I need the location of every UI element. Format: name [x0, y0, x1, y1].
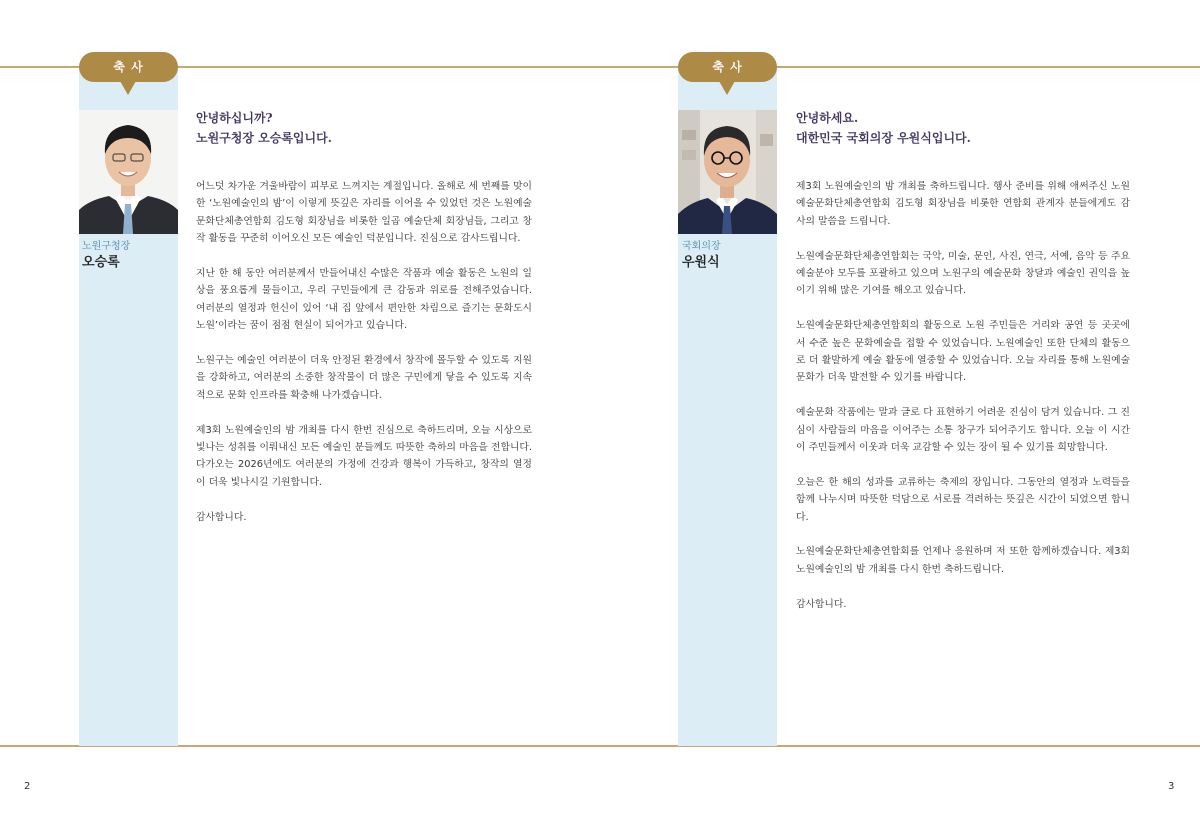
left-page-number: 2	[24, 781, 31, 792]
right-paragraph: 노원예술문화단체총연합회는 국악, 미술, 문인, 사진, 연극, 서예, 음악 등 주요 예술분야 모두를 포괄하고 있으며 노원구의 예술문화 창달과 예술인 권익을 높이기 위해 많은 기여를 해오고 있습니다.	[796, 250, 1130, 297]
right-portrait-photo	[678, 110, 777, 234]
right-paragraph: 노원예술문화단체총연합회의 활동으로 노원 주민들은 거리와 공연 등 곳곳에서 수준 높은 문화예술을 접할 수 있었습니다. 노원예술인 또한 단체의 활동으로 더 활발하게 예술 활동에 열중할 수 있었습니다. 오늘 자리를 통해 노원예술문화가 더욱 발전할 수 있기를 바랍니다.	[796, 320, 1130, 384]
left-paragraph: 감사합니다.	[196, 511, 247, 523]
right-greeting-line: 대한민국 국회의장 우원식입니다.	[796, 131, 971, 145]
left-body-text	[196, 178, 532, 543]
right-section-tab: 축 사	[678, 52, 777, 82]
bottom-rule-line	[0, 745, 1200, 747]
right-speaker-name: 우원식	[682, 255, 720, 270]
left-section-tab: 축 사	[79, 52, 178, 82]
right-body-text	[796, 178, 1130, 630]
right-greeting-line: 안녕하세요.	[796, 111, 859, 125]
left-paragraph: 노원구는 예술인 여러분이 더욱 안정된 환경에서 창작에 몰두할 수 있도록 지원을 강화하고, 여러분의 소중한 창작물이 더 많은 구민에게 닿을 수 있도록 지속적으로 문화 인프라를 확충해 나가겠습니다.	[196, 355, 532, 401]
left-greeting-line: 노원구청장 오승록입니다.	[196, 131, 332, 145]
left-speaker-name: 오승록	[82, 255, 120, 270]
left-greeting-line: 안녕하십니까?	[196, 111, 273, 125]
right-speaker-role: 국회의장	[682, 241, 721, 252]
right-paragraph: 노원예술문화단체총연합회를 언제나 응원하며 저 또한 함께하겠습니다. 제3회 노원예술인의 밤 개최를 다시 한번 축하드립니다.	[796, 546, 1130, 575]
top-rule-line	[0, 66, 1200, 68]
right-page-number: 3	[1168, 781, 1175, 792]
right-paragraph: 오늘은 한 해의 성과를 교류하는 축제의 장입니다. 그동안의 열정과 노력들을 함께 나누시며 따뜻한 덕담으로 서로를 격려하는 뜻깊은 시간이 되었으면 합니다.	[796, 476, 1130, 523]
left-paragraph: 어느덧 차가운 겨울바람이 피부로 느껴지는 계절입니다. 올해로 세 번째를 맞이한 ‘노원예술인의 밤’이 이렇게 뜻깊은 자리를 이어올 수 있었던 것은 노원예술문화단체총연합회 김도형 회장님을 비롯한 일곱 예술단체 회장님들, 그리고 창작 활동을 꾸준히 이어오신 모든 예술인 덕분입니다. 진심으로 감사드립니다.	[196, 181, 532, 245]
left-paragraph: 제3회 노원예술인의 밤 개최를 다시 한번 진심으로 축하드리며, 오늘 시상으로 빛나는 성취를 이뤄내신 모든 예술인 분들께도 따뜻한 축하의 마음을 전합니다. 다가오는 2026년에도 여러분의 가정에 건강과 행복이 가득하고, 창작의 열정이 더욱 빛나시길 기원합니다.	[196, 424, 532, 488]
left-speaker-role: 노원구청장	[82, 241, 131, 252]
left-portrait-photo	[79, 110, 178, 234]
right-greeting	[796, 108, 971, 148]
right-paragraph: 감사합니다.	[796, 598, 847, 610]
right-paragraph: 예술문화 작품에는 말과 글로 다 표현하기 어려운 진심이 담겨 있습니다. 그 진심이 사람들의 마음을 이어주는 소통 창구가 되어주기도 합니다. 오늘 이 시간이 주민들께서 이웃과 더욱 교감할 수 있는 장이 될 수 있기를 희망합니다.	[796, 407, 1130, 454]
left-greeting	[196, 108, 332, 148]
left-paragraph: 지난 한 해 동안 여러분께서 만들어내신 수많은 작품과 예술 활동은 노원의 일상을 풍요롭게 물들이고, 우리 구민들에게 큰 감동과 위로를 전해주었습니다. 여러분의 열정과 헌신이 있어 ‘내 집 앞에서 편안한 차림으로 즐기는 문화도시 노원’이라는 꿈이 점점 현실이 되어가고 있습니다.	[196, 268, 532, 332]
right-paragraph: 제3회 노원예술인의 밤 개최를 축하드립니다. 행사 준비를 위해 애써주신 노원예술문화단체총연합회 김도형 회장님을 비롯한 연합회 관계자 분들에게도 감사의 말씀을 드립니다.	[796, 181, 1130, 227]
right-tab-pointer	[719, 81, 735, 95]
left-tab-pointer	[120, 81, 136, 95]
